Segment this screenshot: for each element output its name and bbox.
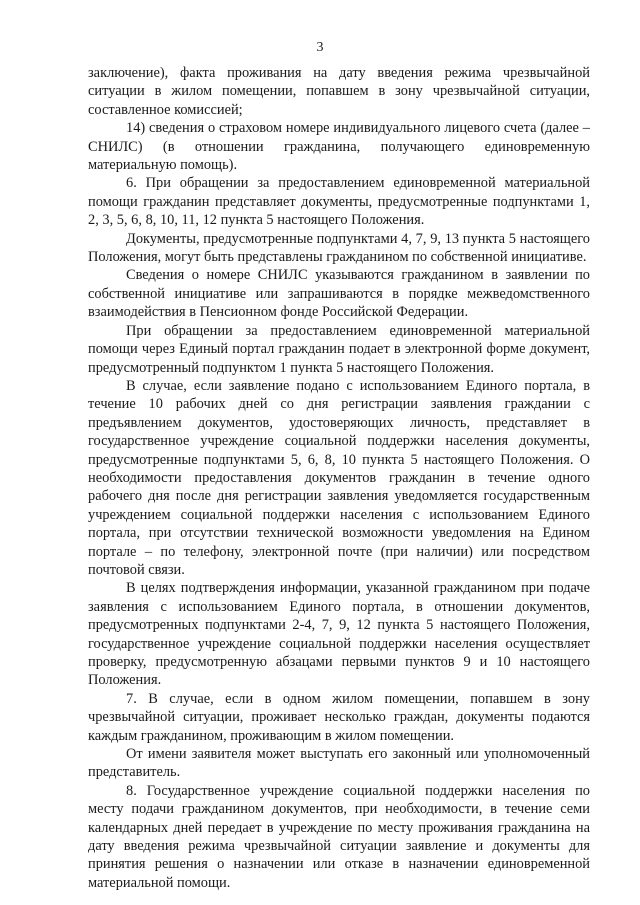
- paragraph-portal-submission: При обращении за предоставлением единовременной материальной помощи через Единый портал гражданин подает в электронной форме документ, предусмотренный подпунктом 1 пункта 5 настоящего Положения.: [88, 322, 590, 376]
- paragraph-clause-8: 8. Государственное учреждение социальной поддержки населения по месту подачи гражданином документов, при необходимости, в течение семи календарных дней передает в учреждение по месту проживания гражданина на дату введения режима чрезвычайной ситуации заявление и документы для принятия решения о назначении или отказе в назначении единовременной материальной помощи.: [88, 782, 590, 891]
- paragraph-snils: Сведения о номере СНИЛС указываются гражданином в заявлении по собственной инициативе или запрашиваются в порядке межведомственного взаимодействия в Пенсионном фонде Российской Федерации.: [88, 267, 590, 321]
- paragraph-representative: От имени заявителя может выступать его законный или уполномоченный представитель.: [88, 746, 590, 781]
- paragraph-verification: В целях подтверждения информации, указанной гражданином при подаче заявления с использованием Единого портала, в отношении документов, предусмотренных подпунктами 2-4, 7, 9, 12 пункта 5 настоящего Положения, государственное учреждение социальной поддержки населения осуществляет проверку, предусмотренную абзацами первыми пунктов 9 и 10 настоящего Положения.: [88, 580, 590, 689]
- page-number: 3: [316, 40, 324, 55]
- paragraph-portal-documents: В случае, если заявление подано с использованием Единого портала, в течение 10 рабочих дней со дня регистрации заявления граждании с предъявлением документов, удостоверяющих личность, представляет в государственное учреждение социальной поддержки населения документы, предусмотренные подпунктами 5, 6, 8, 10 пункта 5 настоящего Положения. О необходимости предоставления документов гражданин в течение одного рабочего дня после дня регистрации заявления уведомляется государственным учреждением социальной поддержки населения с использованием Единого портала, при отсутствии технической возможности уведомления на Едином портале – по телефону, электронной почте (при наличии) или посредством почтовой связи.: [88, 377, 590, 578]
- document-body: [88, 64, 590, 892]
- paragraph-clause-7: 7. В случае, если в одном жилом помещении, попавшем в зону чрезвычайной ситуации, проживает несколько граждан, документы подаются каждым гражданином, проживающим в жилом помещении.: [88, 690, 590, 744]
- paragraph-clause-6: 6. При обращении за предоставлением единовременной материальной помощи гражданин представляет документы, предусмотренные подпунктами 1, 2, 3, 5, 6, 8, 10, 11, 12 пункта 5 настоящего Положения.: [88, 175, 590, 229]
- paragraph-item-14: 14) сведения о страховом номере индивидуального лицевого счета (далее – СНИЛС) (в отношении гражданина, получающего единовременную материальную помощь).: [88, 120, 590, 174]
- paragraph-optional-documents: Документы, предусмотренные подпунктами 4, 7, 9, 13 пункта 5 настоящего Положения, могут быть представлены гражданином по собственной инициативе.: [88, 230, 590, 266]
- paragraph-continuation: заключение), факта проживания на дату введения режима чрезвычайной ситуации в жилом помещении, попавшем в зону чрезвычайной ситуации, составленное комиссией;: [88, 65, 590, 118]
